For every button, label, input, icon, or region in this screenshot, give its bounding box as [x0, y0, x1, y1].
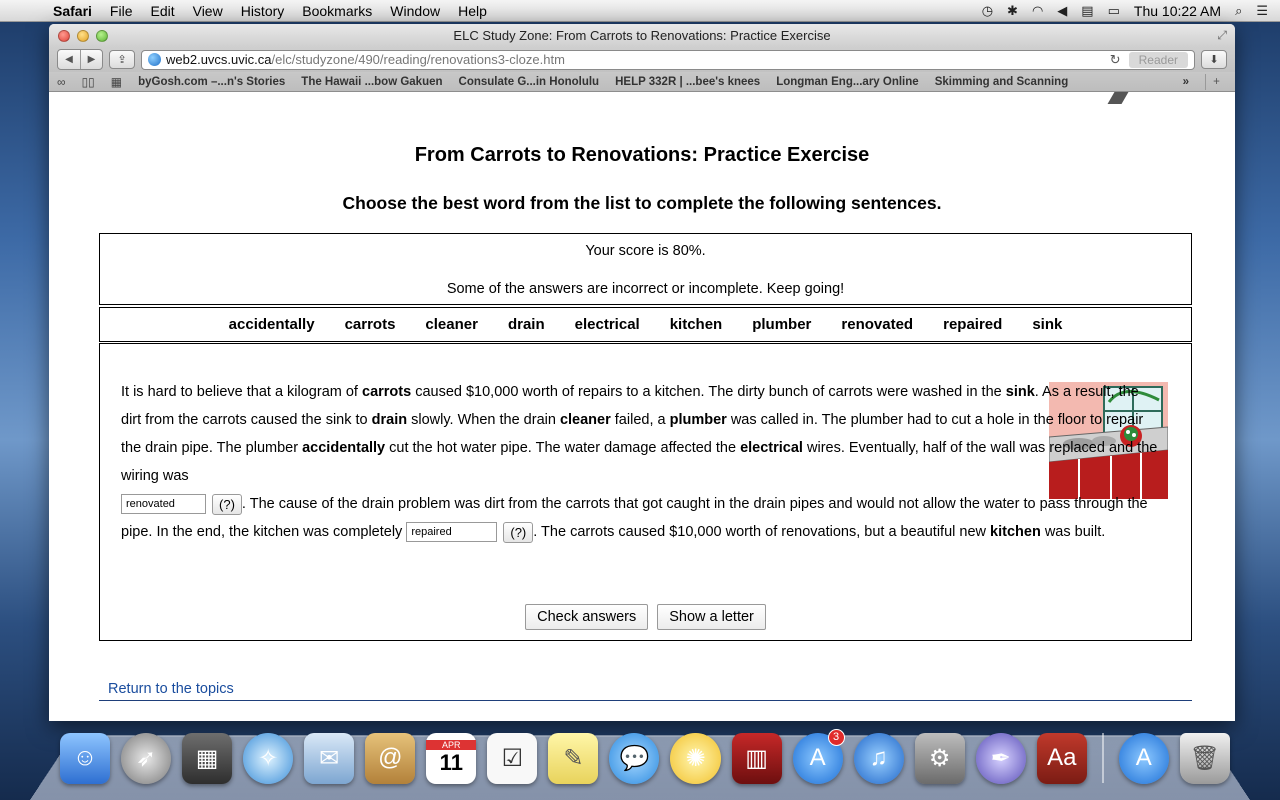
answered-word: plumber — [669, 412, 727, 428]
menu-edit[interactable]: Edit — [150, 2, 175, 19]
top-sites-grid-icon[interactable]: ▦ — [110, 74, 123, 89]
volume-icon[interactable]: ◀ — [1057, 2, 1068, 18]
paragraph-text: . As a result, the dirt from the carrots caused the sink to — [121, 384, 1139, 428]
word-list-item: electrical — [574, 316, 640, 333]
bookmark-item[interactable]: byGosh.com –...n's Stories — [138, 75, 286, 88]
paragraph-text: slowly. When the drain — [407, 412, 560, 428]
show-letter-button[interactable]: Show a letter — [657, 604, 766, 630]
reading-list-icon[interactable]: ∞ — [57, 74, 66, 89]
answered-word: cleaner — [559, 412, 611, 428]
photo-booth-icon[interactable]: ▥ — [732, 733, 782, 784]
exercise-buttons — [100, 604, 1191, 630]
paragraph-text: It is hard to believe that a kilogram of — [121, 384, 362, 400]
battery-icon[interactable]: ▭ — [1107, 2, 1120, 18]
share-button[interactable]: ⇪ — [109, 50, 135, 69]
menu-view[interactable]: View — [192, 2, 223, 19]
menu-app-name[interactable]: Safari — [53, 2, 92, 19]
check-answers-button[interactable]: Check answers — [525, 604, 648, 630]
spotlight-search-icon[interactable]: ⌕ — [1235, 2, 1243, 18]
cloze-paragraph — [121, 378, 1161, 546]
score-panel — [99, 233, 1192, 305]
calendar-icon[interactable] — [426, 733, 476, 784]
word-list-item: accidentally — [228, 316, 315, 333]
us-flag-icon[interactable]: ▤ — [1081, 2, 1094, 18]
bookmark-item[interactable]: The Hawaii ...bow Gakuen — [301, 75, 443, 88]
word-list-item: carrots — [344, 316, 396, 333]
decorative-corner — [1108, 92, 1129, 104]
web-page — [49, 92, 1235, 721]
trash-icon[interactable]: 🗑 — [1180, 733, 1230, 784]
paragraph-text: was called in. The plumber had to cut a hole in the floor to repair the drain pipe. The plumber — [121, 412, 1144, 456]
calendar-day: 11 — [439, 750, 463, 775]
calendar-month: APR — [426, 740, 476, 750]
word-list-item: repaired — [943, 316, 1003, 333]
facetime-icon[interactable]: ✺ — [670, 733, 720, 784]
bookmark-item[interactable]: HELP 332R | ...bee's knees — [615, 75, 761, 88]
hint-button-1[interactable]: (?) — [212, 494, 242, 515]
notes-icon[interactable]: ✎ — [548, 733, 598, 784]
contacts-icon[interactable]: @ — [365, 733, 415, 784]
bookmark-item[interactable]: Skimming and Scanning — [934, 75, 1069, 88]
paragraph-text: was built. — [1040, 524, 1106, 540]
url-path: /elc/studyzone/490/reading/renovations3-cloze.htm — [271, 52, 565, 67]
close-window-button[interactable] — [58, 30, 70, 42]
wifi-icon[interactable]: ◠ — [1031, 2, 1044, 18]
page-instructions: Choose the best word from the list to complete the following sentences. — [342, 193, 942, 213]
itunes-icon[interactable]: ♫ — [854, 733, 904, 784]
answered-word: electrical — [740, 440, 803, 456]
word-list — [99, 307, 1192, 342]
notification-center-icon[interactable]: ☰ — [1256, 2, 1268, 18]
back-button[interactable]: ◀ — [65, 54, 73, 65]
app-store-badge: 3 — [828, 729, 845, 746]
reload-icon[interactable]: ↻ — [1109, 51, 1121, 67]
answered-word: carrots — [362, 384, 412, 400]
menu-file[interactable]: File — [109, 2, 133, 19]
dictionary-icon[interactable]: Aa — [1037, 733, 1087, 784]
mail-icon[interactable]: ✉ — [304, 733, 354, 784]
menu-help[interactable]: Help — [458, 2, 487, 19]
system-preferences-icon[interactable]: ⚙ — [915, 733, 965, 784]
return-to-topics-link[interactable]: Return to the topics — [108, 681, 234, 697]
new-tab-icon[interactable]: + — [1205, 74, 1227, 90]
forward-button[interactable]: ▶ — [80, 50, 102, 69]
page-title: From Carrots to Renovations: Practice Exercise — [414, 144, 870, 166]
bookmark-item[interactable]: Longman Eng...ary Online — [776, 75, 919, 88]
exercise-panel — [99, 343, 1192, 641]
reader-button[interactable]: Reader — [1129, 52, 1188, 68]
menu-window[interactable]: Window — [390, 2, 441, 19]
menu-bookmarks[interactable]: Bookmarks — [302, 2, 373, 19]
zoom-window-button[interactable] — [96, 30, 108, 42]
answered-word: accidentally — [302, 440, 386, 456]
launchpad-icon[interactable]: ➶ — [121, 733, 171, 784]
word-list-item: plumber — [752, 316, 812, 333]
answered-word: drain — [371, 412, 408, 428]
paragraph-text: wires. Eventually, half of the wall was replaced and the wiring was — [121, 440, 1158, 484]
fullscreen-icon[interactable]: ⤢ — [1217, 28, 1227, 42]
score-text: Your score is 80%. — [585, 243, 706, 259]
feedback-text: Some of the answers are incorrect or incomplete. Keep going! — [446, 281, 845, 297]
bookmarks-bar — [49, 72, 1235, 92]
paragraph-text: . The cause of the drain problem was dirt from the carrots that got caught in the drain pipes and would not allow the water to pass through the pipe. In the end, the kitchen was completely — [121, 496, 1148, 540]
time-machine-icon[interactable]: ◷ — [981, 2, 994, 18]
blank-input-2[interactable]: repaired — [406, 522, 497, 542]
dock — [60, 728, 1230, 788]
answered-word: sink — [1005, 384, 1035, 400]
url-host: web2.uvcs.uvic.ca — [166, 52, 272, 67]
preview-icon[interactable]: ✒ — [976, 733, 1026, 784]
browser-window — [49, 24, 1235, 721]
paragraph-text: cut the hot water pipe. The water damage affected the — [385, 440, 741, 456]
menubar-clock[interactable]: Thu 10:22 AM — [1133, 2, 1222, 19]
bookmarks-book-icon[interactable]: ▯▯ — [81, 74, 95, 89]
address-bar[interactable] — [141, 50, 1195, 70]
app-store-icon[interactable]: A 3 — [793, 733, 843, 784]
messages-icon[interactable]: 💬 — [609, 733, 659, 784]
globe-icon — [148, 53, 161, 66]
word-list-item: renovated — [841, 316, 914, 333]
safari-icon[interactable]: ✧ — [243, 733, 293, 784]
blank-input-1[interactable]: renovated — [121, 494, 206, 514]
word-list-item: cleaner — [425, 316, 478, 333]
downloads-button[interactable]: ⬇ — [1201, 50, 1227, 69]
paragraph-text: . The carrots caused $10,000 worth of renovations, but a beautiful new — [533, 524, 991, 540]
bookmarks-overflow-button[interactable]: » — [1182, 75, 1189, 88]
minimize-window-button[interactable] — [77, 30, 89, 42]
footer-divider — [99, 700, 1192, 701]
applications-folder-icon[interactable]: A — [1119, 733, 1169, 784]
paragraph-text: failed, a — [610, 412, 670, 428]
finder-icon[interactable]: ☺ — [60, 733, 110, 784]
menu-bar — [0, 0, 1280, 22]
window-title: ELC Study Zone: From Carrots to Renovations: Practice Exercise — [453, 28, 831, 43]
dock-separator — [1102, 733, 1104, 783]
word-list-item: drain — [507, 316, 545, 333]
bluetooth-icon[interactable]: ✱ — [1007, 2, 1018, 18]
window-titlebar — [49, 24, 1235, 47]
browser-toolbar — [49, 47, 1235, 72]
hint-button-2[interactable]: (?) — [503, 522, 533, 543]
answered-word: kitchen — [990, 524, 1041, 540]
reminders-icon[interactable]: ☑ — [487, 733, 537, 784]
paragraph-text: caused $10,000 worth of repairs to a kitchen. The dirty bunch of carrots were washed in the — [411, 384, 1006, 400]
mission-control-icon[interactable]: ▦ — [182, 733, 232, 784]
menu-history[interactable]: History — [240, 2, 285, 19]
word-list-item: kitchen — [669, 316, 723, 333]
word-list-item: sink — [1032, 316, 1063, 333]
bookmark-item[interactable]: Consulate G...in Honolulu — [458, 75, 600, 88]
